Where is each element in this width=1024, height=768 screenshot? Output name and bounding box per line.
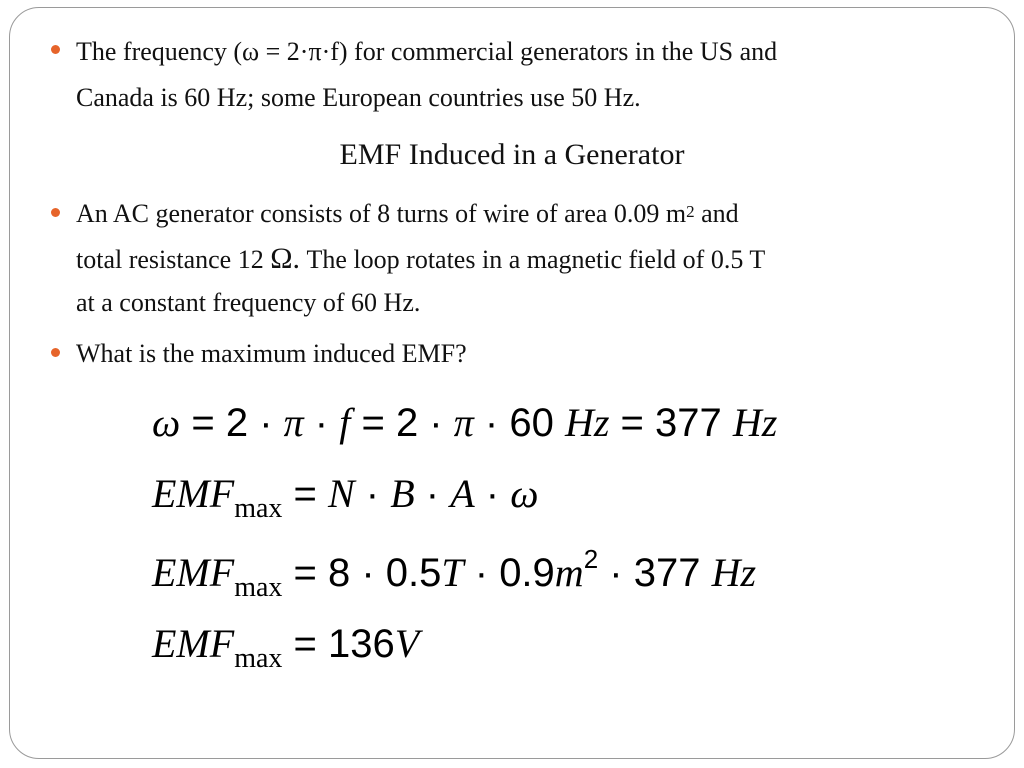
eq-symbol: EMF (152, 621, 235, 666)
eq-exponent: 2 (583, 544, 599, 574)
eq-text: · 60 (473, 401, 565, 445)
eq-text: · (354, 472, 391, 516)
ohm-symbol: Ω. (270, 242, 301, 275)
eq-text: = 2 · (180, 401, 284, 445)
bullet-dot (51, 348, 60, 357)
eq-text: · (474, 472, 511, 516)
eq-text: = 377 (609, 401, 733, 445)
bullet-2-line-2 (76, 244, 765, 275)
bullet-1-line-1: The frequency (ω = 2·π·f) for commercial generators in the US and (76, 37, 778, 66)
eq-text: · 0.9 (463, 551, 555, 595)
bullet-2-line-1 (76, 199, 739, 229)
bullet-dot (51, 208, 60, 217)
bullet-1-line-2: Canada is 60 Hz; some European countries use 50 Hz. (76, 83, 641, 112)
eq-symbol: ω (510, 471, 539, 516)
text-run: The loop rotates in a magnetic field of 0.5 T (300, 245, 766, 274)
eq-text: = 2 · (350, 401, 454, 445)
superscript: 2 (686, 202, 695, 221)
eq-unit: m (554, 550, 584, 595)
bullet-3-line: What is the maximum induced EMF? (76, 339, 467, 368)
eq-unit: Hz (732, 400, 778, 445)
text-run: and (694, 199, 739, 228)
eq-symbol: EMF (152, 550, 235, 595)
eq-unit: T (441, 550, 464, 595)
equation-omega (152, 401, 777, 445)
eq-unit: V (394, 621, 420, 666)
eq-subscript: max (234, 643, 283, 674)
eq-text: · (414, 472, 451, 516)
eq-symbol: N (328, 471, 355, 516)
eq-text: = (282, 472, 328, 516)
eq-text: · (303, 401, 340, 445)
bullet-2-line-3: at a constant frequency of 60 Hz. (76, 288, 421, 317)
eq-symbol: f (339, 400, 351, 445)
eq-symbol: π (453, 400, 474, 445)
eq-text: · 377 (598, 551, 712, 595)
eq-text: = 136 (282, 622, 395, 666)
eq-symbol: ω (152, 400, 181, 445)
bullet-dot (51, 45, 60, 54)
text-run: total resistance 12 (76, 245, 271, 274)
eq-text: = 8 · 0.5 (282, 551, 442, 595)
text-run: An AC generator consists of 8 turns of wire of area 0.09 m (76, 199, 687, 228)
eq-unit: Hz (564, 400, 610, 445)
equation-emf-result (152, 621, 420, 674)
eq-symbol: π (283, 400, 304, 445)
slide-heading: EMF Induced in a Generator (339, 138, 685, 171)
equation-emf-formula (152, 471, 539, 524)
equation-emf-substitution (152, 544, 757, 603)
eq-symbol: B (390, 471, 415, 516)
eq-unit: Hz (711, 550, 757, 595)
eq-symbol: A (450, 471, 475, 516)
eq-subscript: max (234, 493, 283, 524)
eq-subscript: max (234, 572, 283, 603)
eq-symbol: EMF (152, 471, 235, 516)
